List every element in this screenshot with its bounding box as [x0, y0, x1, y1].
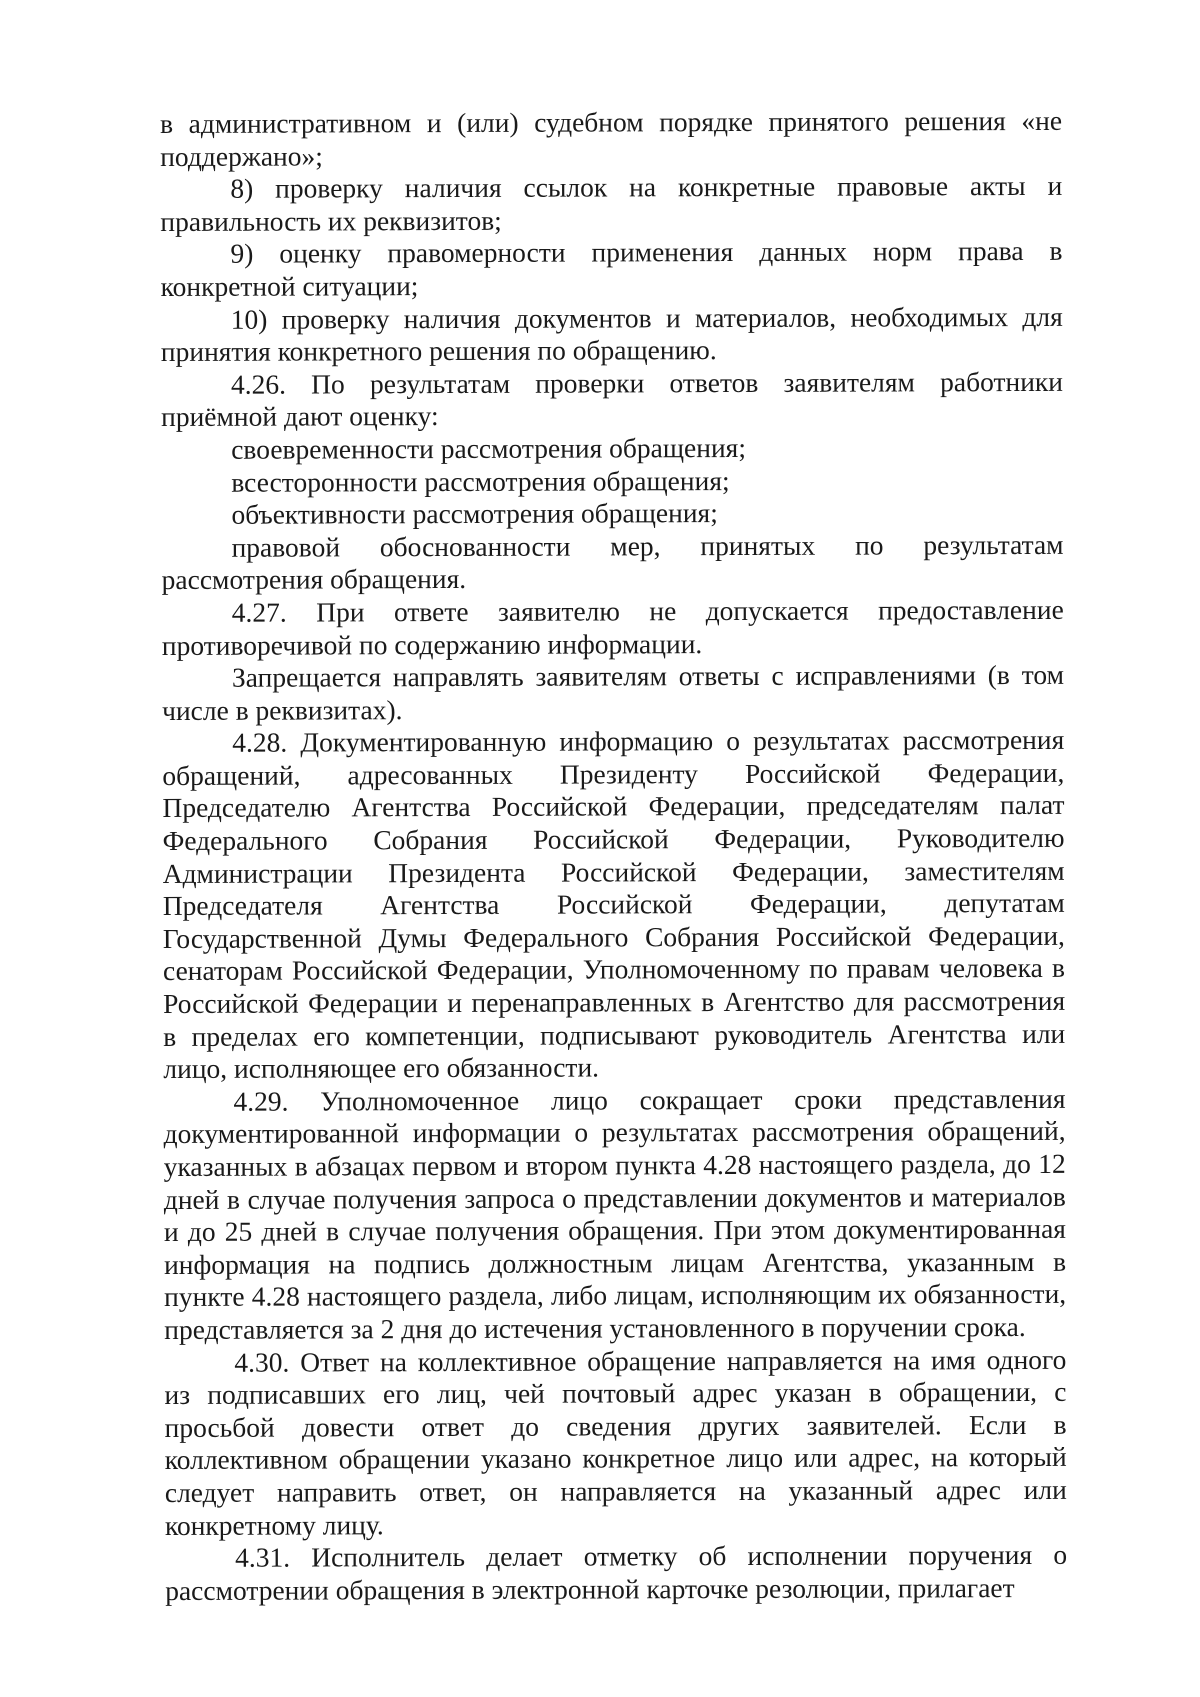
document-page [160, 105, 1067, 1607]
paragraph-4-31: 4.31. Исполнитель делает отметку об исполнении поручения о рассмотрении обращения в электронной карточке резолюции, прилагает [165, 1538, 1068, 1606]
paragraph-4-26: 4.26. По результатам проверки ответов заявителям работники приёмной дают оценку: [161, 365, 1064, 433]
paragraph-item-10: 10) проверку наличия документов и материалов, необходимых для принятия конкретного решения по обращению. [160, 300, 1063, 368]
paragraph-criterion-timeliness: своевременности рассмотрения обращения; [231, 431, 747, 465]
paragraph-continuation: в административном и (или) судебном порядке принятого решения «не поддержано»; [160, 104, 1063, 172]
paragraph-4-27-prohibition: Запрещается направлять заявителям ответы с исправлениями (в том числе в реквизитах). [162, 658, 1065, 726]
paragraph-item-8: 8) проверку наличия ссылок на конкретные правовые акты и правильность их реквизитов; [160, 170, 1063, 237]
paragraph-criterion-objectivity: объективности рассмотрения обращения; [231, 497, 718, 530]
paragraph-4-30: 4.30. Ответ на коллективное обращение направляется на имя одного из подписавших его лиц, чей почтовый адрес указан в обращении, с просьбой довести ответ до сведения других заявителей. Если в коллективном обращении указано конкретное лицо или адрес, на который следует направить ответ, он направляется на указанный адрес или конкретному лицу. [164, 1343, 1067, 1541]
paragraph-criterion-comprehensiveness: всесторонности рассмотрения обращения; [231, 464, 730, 498]
paragraph-4-28: 4.28. Документированную информацию о результатах рассмотрения обращений, адресованных Президенту Российской Федерации, Председателю Агентства Российской Федерации, председателям палат Федерального Собрания Российской Федерации, Руководителю Администрации Президента Российской Федерации, заместителям Председателя Агентства Российской Федерации, депутатам Государственной Думы Федерального Собрания Российской Федерации, сенаторам Российской Федерации, Уполномоченному по правам человека в Российской Федерации и перенаправленных в Агентство для рассмотрения в пределах его компетенции, подписывают руководитель Агентства или лицо, исполняющее его обязанности. [162, 724, 1066, 1085]
paragraph-4-29: 4.29. Уполномоченное лицо сокращает сроки представления документированной информации о результатах рассмотрения обращений, указанных в абзацах первом и втором пункта 4.28 настоящего раздела, до 12 дней в случае получения запроса о представлении документов и материалов и до 25 дней в случае получения обращения. При этом документированная информация на подпись должностным лицам Агентства, указанным в пункте 4.28 настоящего раздела, либо лицам, исполняющим их обязанности, представляется за 2 дня до истечения установленного в поручении срока. [163, 1082, 1067, 1345]
paragraph-item-9: 9) оценку правомерности применения данных норм права в конкретной ситуации; [160, 235, 1063, 302]
paragraph-criterion-legal-validity: правовой обоснованности мер, принятых по результатам рассмотрения обращения. [161, 528, 1064, 596]
paragraph-4-27: 4.27. При ответе заявителю не допускается предоставление противоречивой по содержанию информации. [161, 593, 1064, 661]
